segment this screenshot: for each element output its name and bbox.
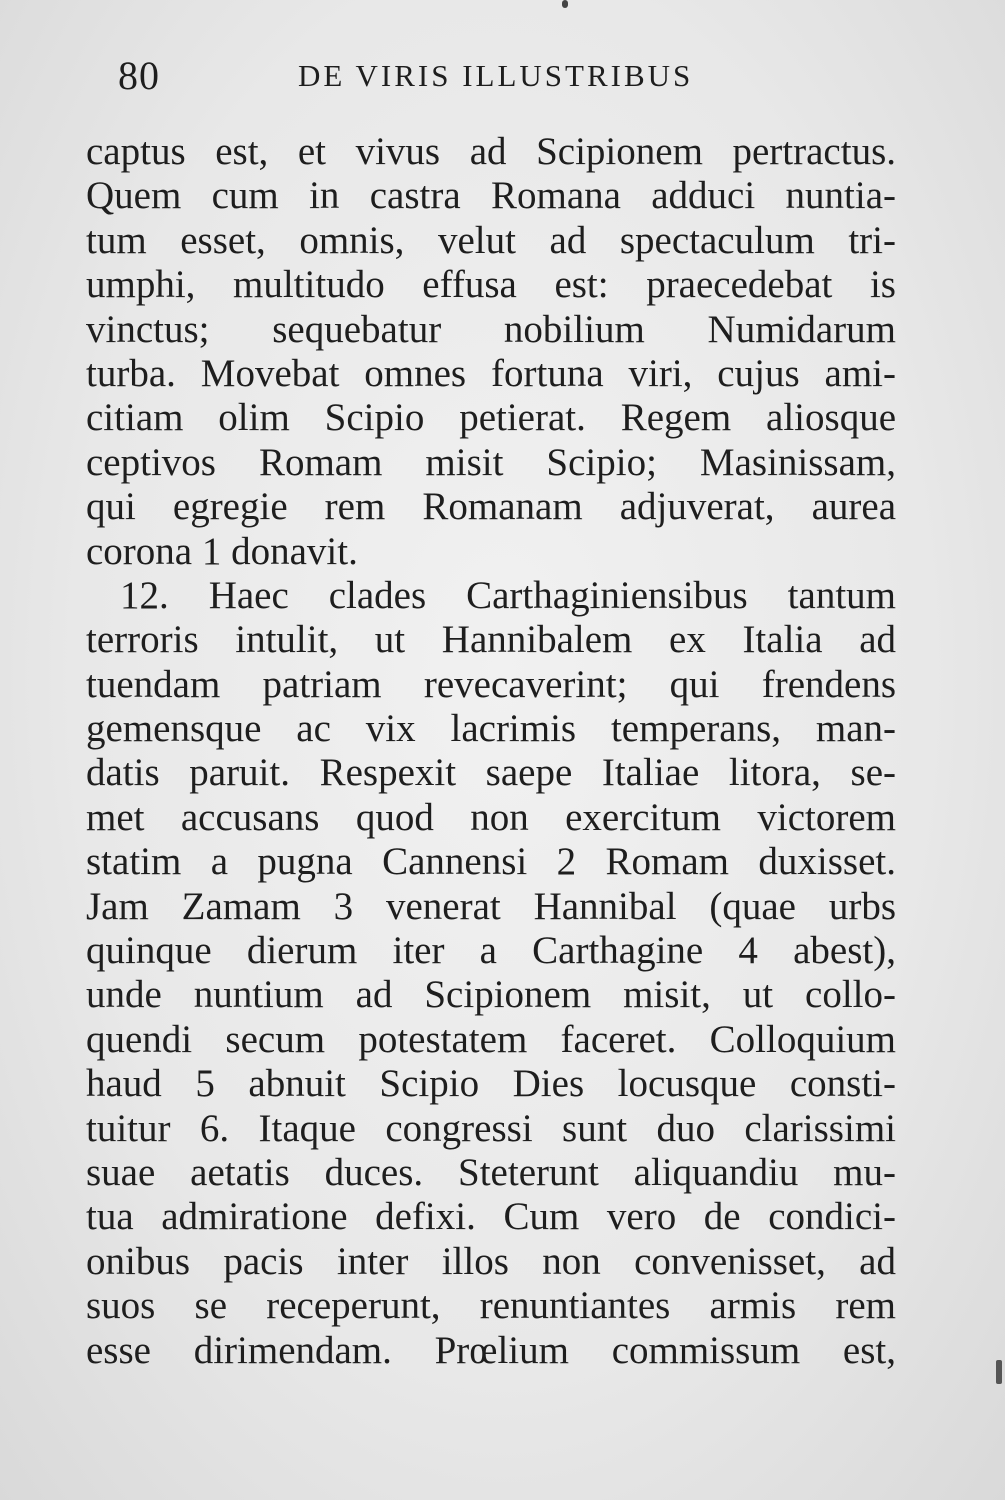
text-line: met accusans quod non exercitum victorem	[86, 795, 896, 839]
ink-speck	[562, 0, 568, 8]
text-line: quendi secum potestatem faceret. Colloquium	[86, 1017, 896, 1061]
text-line: unde nuntium ad Scipionem misit, ut collo-	[86, 973, 896, 1017]
text-line: tua admiratione defixi. Cum vero de condici-	[86, 1195, 896, 1239]
text-line: statim a pugna Cannensi 2 Romam duxisset.	[86, 840, 896, 884]
text-line: citiam olim Scipio petierat. Regem aliosque	[86, 396, 896, 440]
page-edge-mark	[996, 1360, 1002, 1384]
page-header	[0, 52, 1005, 102]
text-line: terroris intulit, ut Hannibalem ex Italia ad	[86, 618, 896, 662]
page-number: 80	[118, 53, 160, 98]
text-line: tuitur 6. Itaque congressi sunt duo clarissimi	[86, 1106, 896, 1150]
text-line: ceptivos Romam misit Scipio; Masinissam,	[86, 440, 896, 484]
text-line: umphi, multitudo effusa est: praecedebat is	[86, 263, 896, 307]
text-line: haud 5 abnuit Scipio Dies locusque consti-	[86, 1062, 896, 1106]
text-line: corona 1 donavit.	[86, 529, 358, 573]
text-line: Quem cum in castra Romana adduci nuntia-	[86, 174, 896, 218]
text-line: vinctus; sequebatur nobilium Numidarum	[86, 307, 896, 351]
text-line: quinque dierum iter a Carthagine 4 abest),	[86, 929, 896, 973]
text-line: esse dirimendam. Prœlium commissum est,	[86, 1328, 896, 1372]
text-line: onibus pacis inter illos non convenisset, ad	[86, 1239, 896, 1283]
text-line: suos se receperunt, renuntiantes armis rem	[86, 1284, 896, 1328]
text-line: Jam Zamam 3 venerat Hannibal (quae urbs	[86, 884, 896, 928]
text-line: suae aetatis duces. Steterunt aliquandiu mu-	[86, 1150, 896, 1194]
text-line: captus est, et vivus ad Scipionem pertractus.	[86, 130, 896, 173]
text-line: tum esset, omnis, velut ad spectaculum tri-	[86, 218, 896, 262]
text-line: tuendam patriam revecaverint; qui frendens	[86, 662, 896, 706]
running-title: DE VIRIS ILLUSTRIBUS	[298, 58, 694, 93]
text-line: turba. Movebat omnes fortuna viri, cujus ami-	[86, 351, 896, 395]
text-line: datis paruit. Respexit saepe Italiae litora, se-	[86, 751, 896, 795]
body-text	[86, 130, 896, 1373]
text-line: qui egregie rem Romanam adjuverat, aurea	[86, 485, 896, 529]
paragraph-start-line: 12. Haec clades Carthaginiensibus tantum	[120, 573, 896, 617]
text-line: gemensque ac vix lacrimis temperans, man-	[86, 707, 896, 751]
